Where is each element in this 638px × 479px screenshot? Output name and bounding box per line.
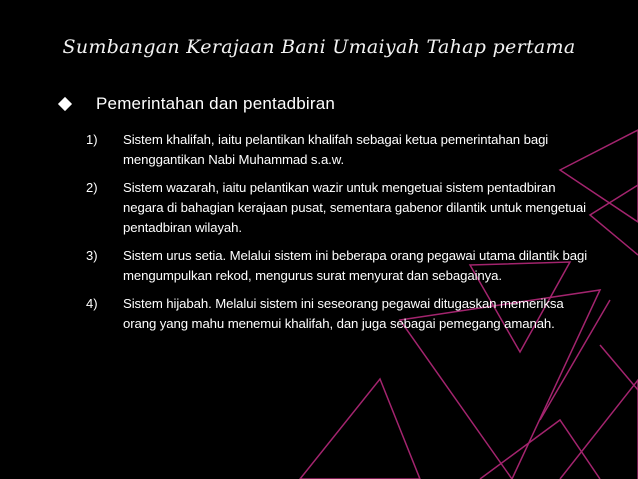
diamond-bullet-icon: [58, 97, 72, 111]
section-heading-row: [60, 94, 335, 114]
triangle-outline-bottom-right: [560, 380, 638, 479]
list-item: [86, 294, 596, 334]
list-item-number: 3): [86, 248, 98, 263]
triangle-outline-bottom-left: [300, 379, 420, 479]
triangle-outline-far-bottom: [480, 420, 600, 479]
list-item-number: 1): [86, 132, 98, 147]
list-item-text: Sistem wazarah, iaitu pelantikan wazir untuk mengetuai sistem pentadbiran negara di bahagian kerajaan pusat, sementara gabenor dilantik untuk mengetuai pentadbiran wilayah.: [123, 180, 586, 235]
list-item-number: 2): [86, 180, 98, 195]
numbered-list: [86, 130, 596, 342]
list-item: [86, 178, 596, 238]
list-item: [86, 246, 596, 286]
list-item-text: Sistem khalifah, iaitu pelantikan khalifah sebagai ketua pemerintahan bagi menggantikan Nabi Muhammad s.a.w.: [123, 132, 549, 167]
slide-title: Sumbangan Kerajaan Bani Umaiyah Tahap pertama: [62, 36, 576, 58]
accent-line-cross: [600, 345, 638, 390]
list-item-number: 4): [86, 296, 98, 311]
section-heading: Pemerintahan dan pentadbiran: [96, 94, 336, 113]
list-item-text: Sistem urus setia. Melalui sistem ini beberapa orang pegawai utama dilantik bagi mengumpulkan rekod, mengurus surat menyurat dan sebagainya.: [123, 248, 588, 283]
list-item-text: Sistem hijabah. Melalui sistem ini seseorang pegawai ditugaskan memeriksa orang yang mahu menemui khalifah, dan juga sebagai pemegang amanah.: [123, 296, 564, 331]
list-item: [86, 130, 596, 170]
